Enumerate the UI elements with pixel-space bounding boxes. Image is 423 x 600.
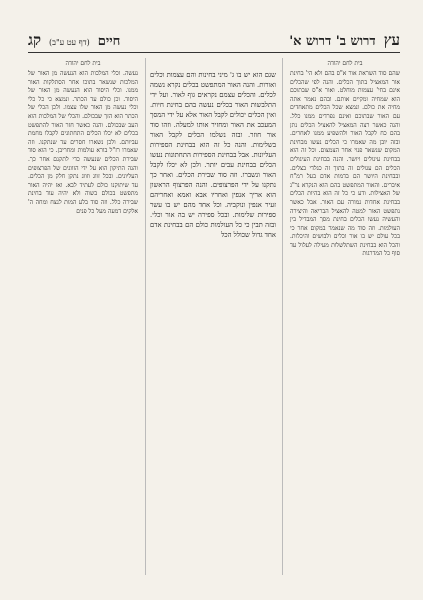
column-divider [282, 58, 283, 575]
header-title-chaim: חיים [97, 33, 121, 49]
main-text: שגם הוא יש בו ג' מיני בחינות והם עצמות וכלים ואורות. והנה האור המתפשט בכלים נקרא נשמה לכלים. והכלים עצמם נקראים גוף לאור. ועל ידי התלבשות האור בכלים נעשה בהם בחינת חיות. ואין הכלים יכולים לקבל האור אלא על ידי המסך המעכב את האור ומחזיר אותו למעלה. וזהו סוד אור חוזר. ובזה נשלמו הכלים לקבל האור בשלימות. והנה כל זה הוא בבחינת הספירות העליונות. אבל בבחינת הספירות התחתונות נעשו הכלים בבחינת עבים יותר. ולכן לא יכלו לקבל האור ונשברו. וזה סוד שבירת הכלים. ואחר כך נתקנו על ידי הפרצופים. והנה הפרצוף הראשון הוא אריך אנפין ואחריו אבא ואמא ואחריהם זעיר אנפין ונוקביה. וכל אחד מהם יש בו עשר ספירות שלימות. ובכל ספירה יש בה אור וכלי. ובזה תבין כי כל העולמות כולם הם בבחינת אדם אחד גדול שכולל הכל [150, 71, 276, 239]
header-folio-ref: (דף עט ע"ב) [48, 37, 90, 47]
commentary-label-right: בית לחם יהודה [327, 60, 363, 67]
header-section: דרוש ב' דרוש א' [289, 33, 376, 49]
header-right [289, 31, 400, 50]
running-header [28, 30, 400, 50]
header-rule [28, 52, 400, 53]
commentary-column-right [290, 70, 400, 575]
book-page [28, 30, 400, 575]
commentary-label-left: בית לחם יהודה [65, 60, 101, 67]
commentary-column-left [28, 70, 138, 575]
main-text-column [150, 70, 276, 575]
column-divider [145, 58, 146, 575]
header-left [28, 31, 120, 50]
commentary-text: שהם סוד השראת אור א"ס בהם ולא הי' בחינת אור המאציל בתוך הכלים. והנה לפי שהכלים אינם בחי' עצמות מוחלט. ואור א"ס שבתוכם הוא שמחיה ומקיים אותם. ובהם נאמר אתה מחיה את כולם. ונמצא שכל הכלים מתאחדים עם האור שבתוכם ואינם נפרדים ממנו כלל. והנה כאשר רצה המאציל להאציל הכלים נתן בהם כח לקבל האור ולהשפיע ממנו לאחרים. ובזה יובן מה שאמרו כי הכלים נעשו מבחינת המקום שנשאר פנוי אחר הצמצום. וכל זה הוא בבחינת עיגולים ויושר. והנה בבחינת העיגולים הכלים הם עגולים זה בתוך זה כגלדי בצלים. ובבחינת היושר הם בדמות אדם בעל רמ"ח איברים. והאור המתפשט בהם הוא הנקרא נר"נ של האצילות. ודע כי כל זה הוא בהיות הכלים בבחינת אחדות גמורה עם האור. אבל כאשר נתפשט האור למטה להאציל הבריאה והיצירה והעשיה נעשו הכלים בחינת מסך המבדיל בין העולמות. וזה סוד מה שנאמר במקום אחר כי בכל עולם יש בו אור וכלים ולבושים והיכלות. והכל הוא בבחינת השתלשלות מעילה לעלול עד סוף כל המדרגות [290, 70, 400, 258]
page-number: קג [28, 30, 41, 49]
header-title-etz: עץ [383, 30, 400, 49]
commentary-text: נעשה. וכלי המלכות הוא הנעשה מן האור של המלכות שנשאר בתוכו אחר הסתלקות האור ממנו. וכלי היסוד הוא הנעשה מן האור של היסוד. וכן כולם עד הכתר. ונמצא כי כל כלי וכלי נעשה מן האור שלו עצמו. ולכן הכלי של הכתר הוא הזך שבכולם. והכלי של המלכות הוא העב שבכולם. והנה כאשר חזר האור להתפשט בכלים לא יכלו הכלים התחתונים לקבלו מחמת עביותם. ולכן נשארו חסרים עד שנתקנו. וזה שאמרו רז"ל בורא עולמות ומחריבן. כי הוא סוד שבירת הכלים שנעשה כדי לתקנם אחר כך. והנה התיקון הוא על ידי הזווגים של הפרצופים העליונים. ובכל זווג וזווג נתקן חלק מן הכלים. עד שיתוקנו כולם לעתיד לבא. ואז יהיה האור מתפשט בכולם בשוה ולא יהיה עוד בחינת שבירה כלל. וזה סוד בלע המות לנצח ומחה ה' אלקים דמעה מעל כל פנים [28, 70, 138, 215]
